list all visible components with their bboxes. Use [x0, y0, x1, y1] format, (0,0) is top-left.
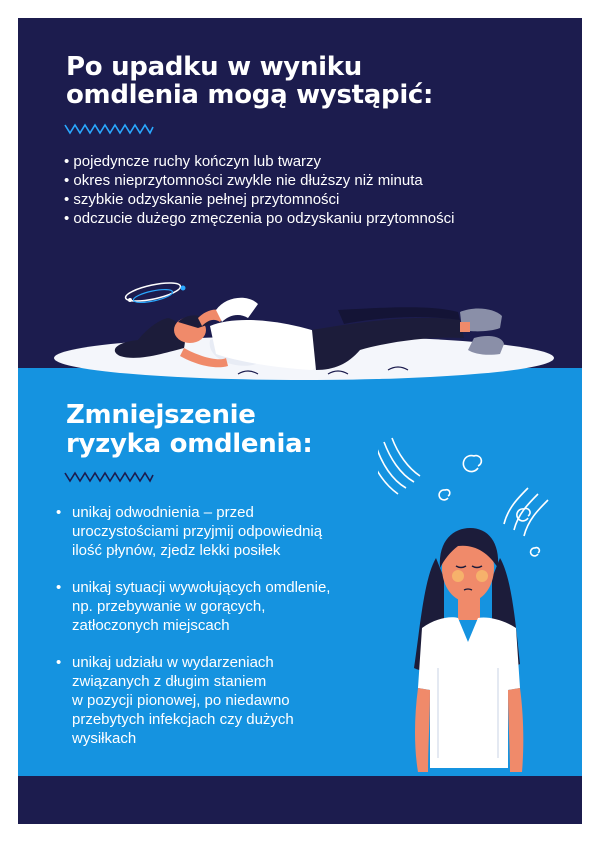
prevention-list — [56, 503, 404, 766]
list-item-line: uroczystościami przyjmij odpowiednią — [72, 523, 323, 540]
list-item — [56, 653, 404, 748]
list-item-line: unikaj sytuacji wywołujących omdlenie, — [72, 579, 331, 596]
list-item-line: unikaj udziału w wydarzeniach — [72, 654, 274, 671]
list-item: • okres nieprzytomności zwykle nie dłuższy niż minuta — [64, 171, 454, 190]
bullet-icon: • — [56, 579, 62, 596]
footer-band — [18, 776, 582, 824]
section1-title-line1: Po upadku w wyniku — [66, 52, 362, 82]
dizzy-woman-illustration — [378, 428, 578, 776]
bullet-icon: • — [56, 654, 62, 671]
list-item — [56, 503, 404, 560]
bullet-icon: • — [56, 504, 62, 521]
wave-decoration-icon — [64, 122, 154, 136]
list-item: • szybkie odzyskanie pełnej przytomności — [64, 190, 454, 209]
section2-title-line2: ryzyka omdlenia: — [66, 429, 313, 459]
symptoms-list — [64, 152, 454, 228]
list-item-line: ilość płynów, zjedz lekki posiłek — [72, 542, 281, 559]
fainted-person-illustration — [98, 270, 518, 380]
list-item-line: przebytych infekcjach czy dużych — [72, 711, 294, 728]
section2-title-line1: Zmniejszenie — [66, 400, 256, 430]
section1-title-line2: omdlenia mogą wystąpić: — [66, 80, 434, 110]
wave-decoration-icon — [64, 470, 154, 484]
list-item-line: np. przebywanie w gorących, — [72, 598, 266, 615]
list-item-line: wysiłkach — [72, 730, 137, 747]
list-item-line: w pozycji pionowej, po niedawno — [72, 692, 290, 709]
list-item: • odczucie dużego zmęczenia po odzyskaniu przytomności — [64, 209, 454, 228]
list-item-line: unikaj odwodnienia – przed — [72, 504, 254, 521]
list-item-line: związanych z długim staniem — [72, 673, 267, 690]
list-item — [56, 578, 404, 635]
list-item: • pojedyncze ruchy kończyn lub twarzy — [64, 152, 454, 171]
poster — [18, 18, 582, 824]
list-item-line: zatłoczonych miejscach — [72, 617, 230, 634]
